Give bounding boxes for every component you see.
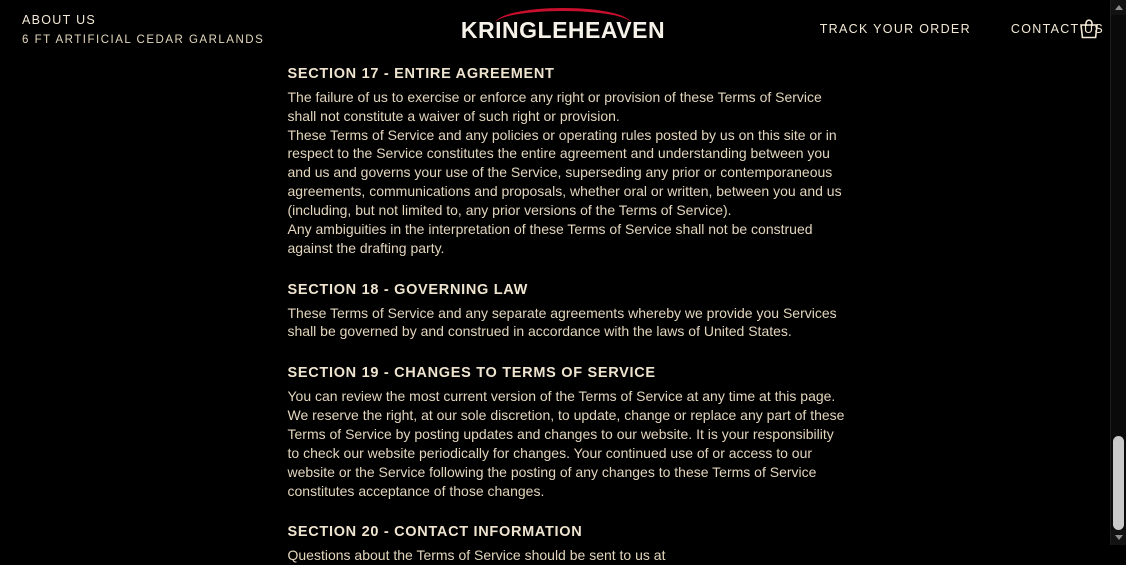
section-heading: SECTION 18 - GOVERNING LAW [287,281,529,298]
section-paragraph: These Terms of Service and any separate agreements whereby we provide you Services shall be governed by and construed in accordance with the laws of United States. [287,304,837,340]
section-paragraph: The failure of us to exercise or enforce any right or provision of these Terms of Service shall not constitute a waiver of such right or provision. [287,88,822,124]
scrollbar-thumb[interactable] [1113,436,1124,530]
section-block [288,522,848,565]
header-center-group [322,15,804,44]
terms-content [0,58,1126,564]
logo-text: KRINGLEHEAVEN [460,16,666,43]
section-heading: SECTION 19 - CHANGES TO TERMS OF SERVICE [287,365,656,382]
section-block [288,280,848,342]
section-heading: SECTION 17 - ENTIRE AGREEMENT [287,66,555,82]
nav-link-track-your-order[interactable]: TRACK YOUR ORDER [819,22,971,36]
site-logo[interactable] [461,15,665,44]
section-block [288,64,848,258]
vertical-scrollbar[interactable] [1110,0,1126,545]
section-paragraph: Any ambiguities in the interpretation of these Terms of Service shall not be construed against the drafting party. [287,220,813,256]
section-paragraph: Questions about the Terms of Service should be sent to us at [287,547,666,564]
section-heading: SECTION 20 - CONTACT INFORMATION [287,524,583,541]
scroll-up-arrow-icon[interactable] [1111,0,1126,15]
scroll-down-arrow-icon[interactable] [1111,530,1126,545]
cart-button[interactable] [1074,14,1104,44]
site-header [0,0,1126,58]
nav-link-about-us[interactable]: ABOUT US [22,12,97,27]
nav-link-contact-us[interactable]: CONTACT US [1010,22,1104,36]
section-block [288,363,848,500]
section-paragraph: We reserve the right, at our sole discretion, to update, change or replace any part of these Terms of Service by posting updates and changes to our website. It is your responsibility to check our website periodically for changes. Your continued use of or access to our website or the Service following the posting of any changes to these Terms of Service constitutes acceptance of those changes. [287,406,845,499]
section-paragraph: These Terms of Service and any policies or operating rules posted by us on this site or in respect to the Service constitutes the entire agreement and understanding between you and us and governs your use of the Service, superseding any prior or contemporaneous agreements, communications and proposals, whether oral or written, between you and us (including, but not limited to, any prior versions of the Terms of Service). [287,126,842,219]
terms-inner [279,58,848,565]
header-promo-text: 6 FT ARTIFICIAL CEDAR GARLANDS [22,33,265,46]
header-right-nav [804,22,1104,36]
header-left-group [22,13,322,46]
section-paragraph: You can review the most current version of the Terms of Service at any time at this page. [287,388,836,405]
shopping-bag-icon [1077,17,1101,41]
